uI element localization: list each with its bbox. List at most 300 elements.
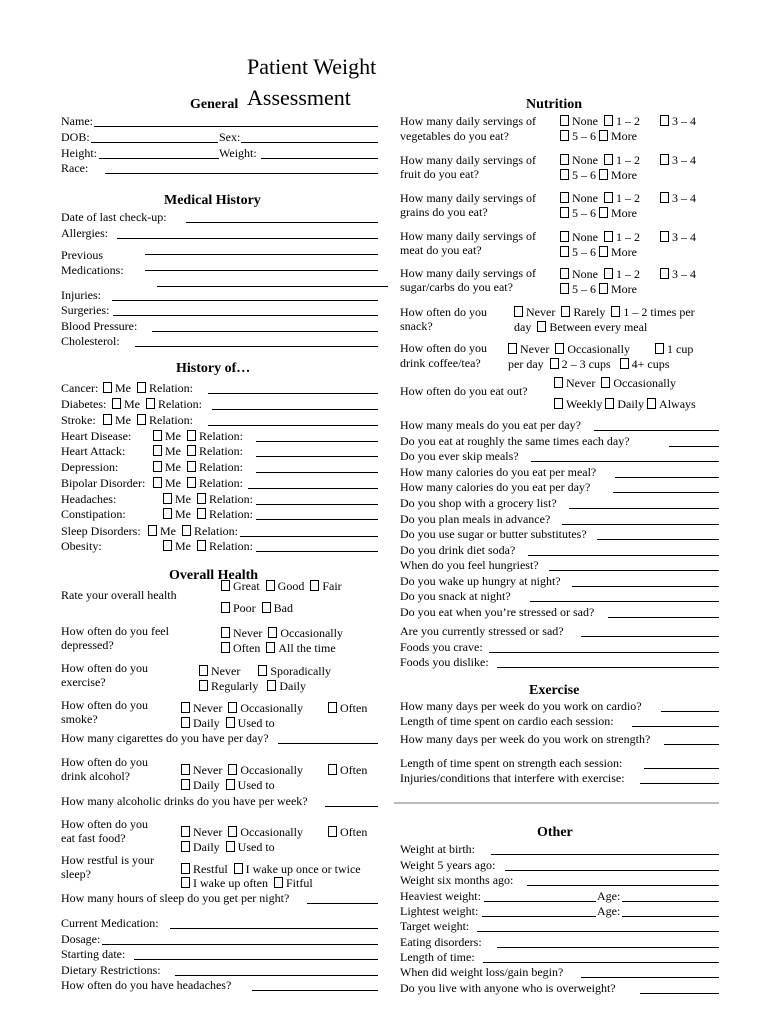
label-weight-6-months: Weight six months ago: xyxy=(400,873,514,887)
checkbox-obesity-relation[interactable] xyxy=(197,540,206,551)
checkbox-coffee-1-cup[interactable] xyxy=(655,343,664,354)
checkbox-fast-used-to[interactable] xyxy=(226,841,235,852)
checkbox-heart-attack-relation[interactable] xyxy=(187,445,196,456)
form-title-line2: Assessment xyxy=(247,85,351,110)
label-heaviest-age: Age: xyxy=(597,889,621,903)
checkbox-obesity-me[interactable] xyxy=(163,540,172,551)
checkbox-fitful[interactable] xyxy=(274,877,283,888)
field-injuries[interactable] xyxy=(112,300,378,301)
label-race: Race: xyxy=(61,161,89,175)
field-stressed-eat[interactable] xyxy=(608,617,719,618)
field-obesity-relation[interactable] xyxy=(256,551,378,552)
checkbox-restful[interactable] xyxy=(181,863,190,874)
grains-option-3-4: 3 – 4 xyxy=(660,191,696,205)
field-heaviest-age[interactable] xyxy=(622,901,719,902)
checkbox-headaches-relation[interactable] xyxy=(197,493,206,504)
snack-options-2: day Between every meal xyxy=(514,320,648,334)
checkbox-headaches-me[interactable] xyxy=(163,493,172,504)
checkbox-exercise-never[interactable] xyxy=(199,665,208,676)
label-dosage: Dosage: xyxy=(61,932,101,946)
field-same-times[interactable] xyxy=(669,446,719,447)
label-eating-disorders: Eating disorders: xyxy=(400,935,482,949)
checkbox-smoke-often[interactable] xyxy=(328,702,337,713)
checkbox-meat-5-6[interactable] xyxy=(560,246,569,257)
label-currently-stressed: Are you currently stressed or sad? xyxy=(400,624,564,638)
history-heart-attack-options: Me Relation: xyxy=(153,444,243,458)
label-meals-per-day: How many meals do you eat per day? xyxy=(400,418,581,432)
history-sleep-options: Me Relation: xyxy=(148,524,238,538)
checkbox-coffee-2-3-cups[interactable] xyxy=(550,358,559,369)
fast-food-options-2: Daily Used to xyxy=(181,840,275,854)
checkbox-coffee-never[interactable] xyxy=(508,343,517,354)
checkbox-grain-3-4[interactable] xyxy=(660,192,669,203)
field-starting-date[interactable] xyxy=(134,959,378,960)
field-live-overweight[interactable] xyxy=(640,993,719,994)
field-cholesterol[interactable] xyxy=(135,346,378,347)
field-drinks[interactable] xyxy=(325,806,378,807)
label-calories-day: How many calories do you eat per day? xyxy=(400,480,591,494)
checkbox-depressed-all-time[interactable] xyxy=(266,642,275,653)
label-fast-food-1: How often do you xyxy=(61,817,148,831)
label-lightest: Lightest weight: xyxy=(400,904,479,918)
checkbox-sleep-relation[interactable] xyxy=(182,525,191,536)
checkbox-diabetes-relation[interactable] xyxy=(146,398,155,409)
eat-out-options-2: Weekly Daily Always xyxy=(554,397,696,411)
label-lightest-age: Age: xyxy=(597,904,621,918)
label-weight: Weight: xyxy=(219,146,257,160)
field-heart-attack-relation[interactable] xyxy=(256,456,378,457)
label-plan-meals: Do you plan meals in advance? xyxy=(400,512,551,526)
label-heart-attack: Heart Attack: xyxy=(61,444,126,458)
heading-exercise: Exercise xyxy=(529,683,580,698)
vegetables-option-3-4: 3 – 4 xyxy=(660,114,696,128)
label-dob: DOB: xyxy=(61,130,90,144)
label-length-time: Length of time: xyxy=(400,950,475,964)
label-heart-disease: Heart Disease: xyxy=(61,429,132,443)
field-cardio-days[interactable] xyxy=(661,711,719,712)
field-hours-sleep[interactable] xyxy=(307,903,378,904)
field-dob[interactable] xyxy=(91,142,218,143)
label-hungriest: When do you feel hungriest? xyxy=(400,558,539,572)
field-medications-2[interactable] xyxy=(145,270,378,271)
checkbox-snack-never[interactable] xyxy=(514,306,523,317)
label-alcohol-2: drink alcohol? xyxy=(61,769,130,783)
checkbox-depressed-occasionally[interactable] xyxy=(268,627,277,638)
label-coffee-1: How often do you xyxy=(400,341,487,355)
checkbox-bipolar-relation[interactable] xyxy=(187,477,196,488)
field-headaches-often[interactable] xyxy=(252,990,378,991)
heading-other: Other xyxy=(537,825,573,840)
field-depression-relation[interactable] xyxy=(256,472,378,473)
checkbox-fruit-none[interactable] xyxy=(560,154,569,165)
label-coffee-2: drink coffee/tea? xyxy=(400,356,481,370)
label-fruit-1: How many daily servings of xyxy=(400,153,536,167)
checkbox-alcohol-often[interactable] xyxy=(328,764,337,775)
heading-medical-history: Medical History xyxy=(164,193,261,208)
checkbox-sugar-1-2[interactable] xyxy=(604,268,613,279)
checkbox-veg-more[interactable] xyxy=(599,130,608,141)
field-weight-change-begin[interactable] xyxy=(581,977,719,978)
meat-option-3-4: 3 – 4 xyxy=(660,230,696,244)
vegetables-options-2: 5 – 6 More xyxy=(560,129,637,143)
depressed-options-1: Never Occasionally xyxy=(221,626,343,640)
field-headaches-relation[interactable] xyxy=(256,504,378,505)
field-grocery-list[interactable] xyxy=(569,508,719,509)
checkbox-alcohol-daily[interactable] xyxy=(181,779,190,790)
history-heart-disease-options: Me Relation: xyxy=(153,429,243,443)
label-rate-health: Rate your overall health xyxy=(61,588,177,602)
sugar-options-2: 5 – 6 More xyxy=(560,282,637,296)
checkbox-heart-disease-relation[interactable] xyxy=(187,430,196,441)
checkbox-great[interactable] xyxy=(221,580,230,591)
label-strength-length: Length of time spent on strength each session: xyxy=(400,756,623,770)
checkbox-meat-3-4[interactable] xyxy=(660,231,669,242)
label-snack-night: Do you snack at night? xyxy=(400,589,511,603)
field-hungriest[interactable] xyxy=(549,570,719,571)
label-restful-1: How restful is your xyxy=(61,853,154,867)
checkbox-coffee-occasionally[interactable] xyxy=(555,343,564,354)
checkbox-sleep-me[interactable] xyxy=(148,525,157,536)
checkbox-smoke-daily[interactable] xyxy=(181,717,190,728)
field-calories-day[interactable] xyxy=(613,492,719,493)
checkbox-alcohol-used-to[interactable] xyxy=(226,779,235,790)
field-skip-meals[interactable] xyxy=(531,461,719,462)
field-calories-meal[interactable] xyxy=(615,477,719,478)
label-cardio-length: Length of time spent on cardio each session: xyxy=(400,714,614,728)
checkbox-eat-out-never[interactable] xyxy=(554,377,563,388)
checkbox-grain-more[interactable] xyxy=(599,207,608,218)
field-medications-1[interactable] xyxy=(145,254,378,255)
label-live-overweight: Do you live with anyone who is overweight? xyxy=(400,981,616,995)
checkbox-fast-never[interactable] xyxy=(181,826,190,837)
checkbox-depressed-often[interactable] xyxy=(221,642,230,653)
field-stroke-relation[interactable] xyxy=(208,425,378,426)
eat-out-options-1: Never Occasionally xyxy=(554,376,676,390)
field-allergies[interactable] xyxy=(117,238,378,239)
field-surgeries[interactable] xyxy=(113,315,378,316)
field-plan-meals[interactable] xyxy=(562,524,719,525)
history-headaches-options: Me Relation: xyxy=(163,492,253,506)
field-lightest[interactable] xyxy=(482,916,596,917)
checkbox-cancer-me[interactable] xyxy=(103,382,112,393)
checkbox-wake-once[interactable] xyxy=(234,863,243,874)
checkbox-snack-rarely[interactable] xyxy=(561,306,570,317)
label-stressed-eat: Do you eat when you’re stressed or sad? xyxy=(400,605,595,619)
label-exercise-2: exercise? xyxy=(61,675,106,689)
field-dietary-restrictions[interactable] xyxy=(175,975,378,976)
label-obesity: Obesity: xyxy=(61,539,102,553)
checkbox-fast-occasionally[interactable] xyxy=(228,826,237,837)
label-meat-2: meat do you eat? xyxy=(400,243,482,257)
history-obesity-options: Me Relation: xyxy=(163,539,253,553)
label-exercise-injuries: Injuries/conditions that interfere with exercise: xyxy=(400,771,625,785)
label-diabetes: Diabetes: xyxy=(61,397,107,411)
coffee-options-1: Never Occasionally xyxy=(508,342,630,356)
label-snack-2: snack? xyxy=(400,319,433,333)
label-grocery-list: Do you shop with a grocery list? xyxy=(400,496,557,510)
label-weight-5-years: Weight 5 years ago: xyxy=(400,858,496,872)
label-vegetables-2: vegetables do you eat? xyxy=(400,129,509,143)
label-bipolar: Bipolar Disorder: xyxy=(61,476,146,490)
field-heart-disease-relation[interactable] xyxy=(256,441,378,442)
field-length-time[interactable] xyxy=(483,962,719,963)
label-sex: Sex: xyxy=(219,130,241,144)
field-name[interactable] xyxy=(94,126,378,127)
label-smoke-1: How often do you xyxy=(61,698,148,712)
label-headaches-often: How often do you have headaches? xyxy=(61,978,232,992)
checkbox-fair[interactable] xyxy=(310,580,319,591)
checkbox-wake-often[interactable] xyxy=(181,877,190,888)
checkbox-fruit-1-2[interactable] xyxy=(604,154,613,165)
field-height[interactable] xyxy=(99,158,219,159)
checkbox-sugar-none[interactable] xyxy=(560,268,569,279)
fruit-options-2: 5 – 6 More xyxy=(560,168,637,182)
history-bipolar-options: Me Relation: xyxy=(153,476,243,490)
vegetables-options-1: None 1 – 2 xyxy=(560,114,640,128)
history-stroke-options: Me Relation: xyxy=(103,413,193,427)
label-medications: Medications: xyxy=(61,263,124,277)
label-wake-hungry: Do you wake up hungry at night? xyxy=(400,574,561,588)
fast-food-option-often: Often xyxy=(328,825,367,839)
checkbox-fast-daily[interactable] xyxy=(181,841,190,852)
alcohol-options-1: Never Occasionally xyxy=(181,763,303,777)
checkbox-coffee-4-plus[interactable] xyxy=(620,358,629,369)
checkbox-exercise-regularly[interactable] xyxy=(199,680,208,691)
label-hours-sleep: How many hours of sleep do you get per night? xyxy=(61,891,290,905)
checkbox-fruit-more[interactable] xyxy=(599,169,608,180)
field-target-weight[interactable] xyxy=(477,931,719,932)
alcohol-options-2: Daily Used to xyxy=(181,778,275,792)
checkbox-fast-often[interactable] xyxy=(328,826,337,837)
exercise-options-1: Never Sporadically xyxy=(199,664,331,678)
checkbox-alcohol-never[interactable] xyxy=(181,764,190,775)
field-cigarettes[interactable] xyxy=(278,743,378,744)
heading-overall-health: Overall Health xyxy=(169,568,259,583)
label-calories-meal: How many calories do you eat per meal? xyxy=(400,465,597,479)
checkbox-snack-1-2-times[interactable] xyxy=(611,306,620,317)
checkbox-eat-out-weekly[interactable] xyxy=(554,398,563,409)
field-sex[interactable] xyxy=(241,142,378,143)
checkbox-meat-1-2[interactable] xyxy=(604,231,613,242)
checkbox-veg-none[interactable] xyxy=(560,115,569,126)
form-title-line1: Patient Weight xyxy=(247,54,377,79)
field-weight-birth[interactable] xyxy=(491,854,719,855)
checkbox-bipolar-me[interactable] xyxy=(153,477,162,488)
label-restful-2: sleep? xyxy=(61,867,91,881)
label-cholesterol: Cholesterol: xyxy=(61,334,120,348)
heading-history-of: History of… xyxy=(176,361,251,376)
heading-general: General xyxy=(190,97,239,112)
label-eat-out: How often do you eat out? xyxy=(400,384,528,398)
checkbox-exercise-sporadically[interactable] xyxy=(258,665,267,676)
field-last-checkup[interactable] xyxy=(186,222,378,223)
label-grains-1: How many daily servings of xyxy=(400,191,536,205)
label-heaviest: Heaviest weight: xyxy=(400,889,481,903)
checkbox-constipation-me[interactable] xyxy=(163,508,172,519)
field-weight-5-years[interactable] xyxy=(505,870,719,871)
checkbox-cancer-relation[interactable] xyxy=(137,382,146,393)
field-exercise-injuries[interactable] xyxy=(640,783,719,784)
checkbox-diabetes-me[interactable] xyxy=(112,398,121,409)
checkbox-stroke-me[interactable] xyxy=(103,414,112,425)
checkbox-sugar-5-6[interactable] xyxy=(560,283,569,294)
checkbox-heart-disease-me[interactable] xyxy=(153,430,162,441)
checkbox-depression-relation[interactable] xyxy=(187,461,196,472)
checkbox-smoke-never[interactable] xyxy=(181,702,190,713)
checkbox-smoke-occasionally[interactable] xyxy=(228,702,237,713)
label-sugar-2: sugar/carbs do you eat? xyxy=(400,280,513,294)
checkbox-veg-3-4[interactable] xyxy=(660,115,669,126)
label-blood-pressure: Blood Pressure: xyxy=(61,319,138,333)
coffee-option-1-cup: 1 cup xyxy=(655,342,693,356)
exercise-options-2: Regularly Daily xyxy=(199,679,306,693)
depressed-options-2: Often All the time xyxy=(221,641,336,655)
sugar-options-1: None 1 – 2 xyxy=(560,267,640,281)
field-sugar-substitutes[interactable] xyxy=(597,539,719,540)
rate-health-options-1: Great Good Fair xyxy=(221,579,342,593)
checkbox-sugar-3-4[interactable] xyxy=(660,268,669,279)
restful-options-1: Restful I wake up once or twice xyxy=(181,862,361,876)
field-constipation-relation[interactable] xyxy=(256,519,378,520)
field-sleep-relation[interactable] xyxy=(240,536,378,537)
label-constipation: Constipation: xyxy=(61,507,126,521)
label-drinks: How many alcoholic drinks do you have per week? xyxy=(61,794,308,808)
label-sugar-substitutes: Do you use sugar or butter substitutes? xyxy=(400,527,587,541)
checkbox-fruit-5-6[interactable] xyxy=(560,169,569,180)
label-starting-date: Starting date: xyxy=(61,947,126,961)
checkbox-meat-none[interactable] xyxy=(560,231,569,242)
checkbox-depression-me[interactable] xyxy=(153,461,162,472)
grains-options-1: None 1 – 2 xyxy=(560,191,640,205)
rate-health-options-2: Poor Bad xyxy=(221,601,293,615)
field-foods-dislike[interactable] xyxy=(497,667,719,668)
label-cancer: Cancer: xyxy=(61,381,99,395)
label-cigarettes: How many cigarettes do you have per day? xyxy=(61,731,269,745)
meat-options-2: 5 – 6 More xyxy=(560,245,637,259)
field-currently-stressed[interactable] xyxy=(581,636,719,637)
label-strength-days: How many days per week do you work on strength? xyxy=(400,732,651,746)
field-blood-pressure[interactable] xyxy=(152,331,378,332)
section-divider xyxy=(394,802,719,804)
checkbox-grain-5-6[interactable] xyxy=(560,207,569,218)
checkbox-meat-more[interactable] xyxy=(599,246,608,257)
checkbox-depressed-never[interactable] xyxy=(221,627,230,638)
checkbox-exercise-daily[interactable] xyxy=(267,680,276,691)
history-cancer-options: Me Relation: xyxy=(103,381,193,395)
checkbox-grain-1-2[interactable] xyxy=(604,192,613,203)
restful-options-2: I wake up often Fitful xyxy=(181,876,313,890)
checkbox-constipation-relation[interactable] xyxy=(197,508,206,519)
smoke-options-2: Daily Used to xyxy=(181,716,275,730)
fruit-option-3-4: 3 – 4 xyxy=(660,153,696,167)
heading-nutrition: Nutrition xyxy=(526,97,582,112)
checkbox-fruit-3-4[interactable] xyxy=(660,154,669,165)
label-previous: Previous xyxy=(61,248,103,262)
field-dosage[interactable] xyxy=(102,944,378,945)
label-same-times: Do you eat at roughly the same times each day? xyxy=(400,434,630,448)
field-eating-disorders[interactable] xyxy=(497,947,719,948)
label-snack-1: How often do you xyxy=(400,305,487,319)
field-race[interactable] xyxy=(105,173,378,174)
sugar-option-3-4: 3 – 4 xyxy=(660,267,696,281)
field-foods-crave[interactable] xyxy=(489,652,719,653)
fast-food-options-1: Never Occasionally xyxy=(181,825,303,839)
history-constipation-options: Me Relation: xyxy=(163,507,253,521)
label-foods-dislike: Foods you dislike: xyxy=(400,655,489,669)
label-weight-change-begin: When did weight loss/gain begin? xyxy=(400,965,564,979)
label-sleep-disorders: Sleep Disorders: xyxy=(61,524,141,538)
checkbox-smoke-used-to[interactable] xyxy=(226,717,235,728)
label-weight-birth: Weight at birth: xyxy=(400,842,476,856)
field-wake-hungry[interactable] xyxy=(572,586,719,587)
fruit-options-1: None 1 – 2 xyxy=(560,153,640,167)
checkbox-veg-1-2[interactable] xyxy=(604,115,613,126)
checkbox-veg-5-6[interactable] xyxy=(560,130,569,141)
field-bipolar-relation[interactable] xyxy=(248,488,378,489)
label-last-checkup: Date of last check-up: xyxy=(61,210,167,224)
checkbox-good[interactable] xyxy=(266,580,275,591)
checkbox-eat-out-occasionally[interactable] xyxy=(601,377,610,388)
checkbox-stroke-relation[interactable] xyxy=(137,414,146,425)
field-diet-soda[interactable] xyxy=(528,555,719,556)
label-allergies: Allergies: xyxy=(61,226,109,240)
smoke-option-often: Often xyxy=(328,701,367,715)
checkbox-grain-none[interactable] xyxy=(560,192,569,203)
label-injuries: Injuries: xyxy=(61,288,101,302)
field-lightest-age[interactable] xyxy=(622,916,719,917)
label-stroke: Stroke: xyxy=(61,413,96,427)
field-weight[interactable] xyxy=(261,158,378,159)
alcohol-option-often: Often xyxy=(328,763,367,777)
checkbox-sugar-more[interactable] xyxy=(599,283,608,294)
history-depression-options: Me Relation: xyxy=(153,460,243,474)
checkbox-poor[interactable] xyxy=(221,602,230,613)
checkbox-snack-between-meals[interactable] xyxy=(537,321,546,332)
snack-options-1: Never Rarely 1 – 2 times per xyxy=(514,305,695,319)
label-current-medication: Current Medication: xyxy=(61,916,159,930)
label-depression: Depression: xyxy=(61,460,119,474)
field-snack-night[interactable] xyxy=(530,601,719,602)
label-dietary-restrictions: Dietary Restrictions: xyxy=(61,963,161,977)
checkbox-alcohol-occasionally[interactable] xyxy=(228,764,237,775)
field-current-medication[interactable] xyxy=(170,928,378,929)
label-fast-food-2: eat fast food? xyxy=(61,831,126,845)
smoke-options-1: Never Occasionally xyxy=(181,701,303,715)
label-skip-meals: Do you ever skip meals? xyxy=(400,449,519,463)
label-height: Height: xyxy=(61,146,97,160)
checkbox-eat-out-always[interactable] xyxy=(647,398,656,409)
checkbox-heart-attack-me[interactable] xyxy=(153,445,162,456)
field-weight-6-months[interactable] xyxy=(527,885,719,886)
label-headaches: Headaches: xyxy=(61,492,117,506)
field-cancer-relation[interactable] xyxy=(208,393,378,394)
field-strength-days[interactable] xyxy=(664,744,719,745)
label-depressed-2: depressed? xyxy=(61,638,114,652)
label-cardio-days: How many days per week do you work on cardio? xyxy=(400,699,642,713)
field-heaviest[interactable] xyxy=(484,901,596,902)
label-sugar-1: How many daily servings of xyxy=(400,266,536,280)
field-medications-3[interactable] xyxy=(157,286,388,287)
label-meat-1: How many daily servings of xyxy=(400,229,536,243)
field-strength-length[interactable] xyxy=(644,768,719,769)
checkbox-bad[interactable] xyxy=(262,602,271,613)
checkbox-eat-out-daily[interactable] xyxy=(605,398,614,409)
coffee-options-2: per day 2 – 3 cups 4+ cups xyxy=(508,357,670,371)
field-diabetes-relation[interactable] xyxy=(212,409,378,410)
field-meals-per-day[interactable] xyxy=(594,430,719,431)
label-surgeries: Surgeries: xyxy=(61,303,110,317)
field-cardio-length[interactable] xyxy=(632,726,719,727)
